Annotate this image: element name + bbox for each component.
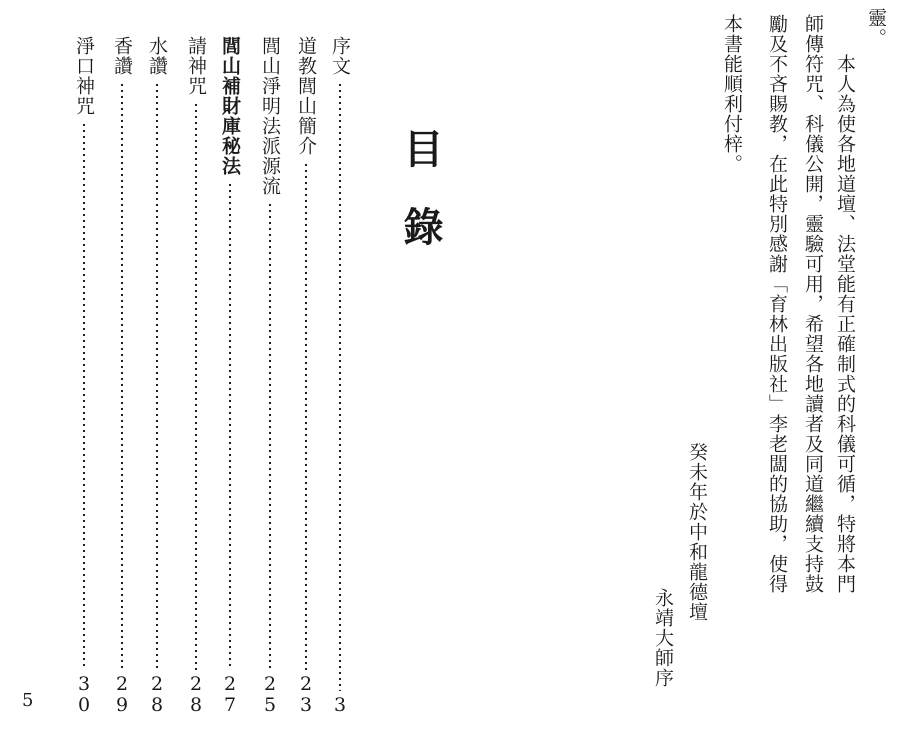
toc-entry-page: 25	[263, 673, 277, 716]
toc-leader-dots	[338, 82, 342, 691]
toc-entry-title: 道教閭山簡介	[295, 36, 317, 156]
preface-column-2: 本人為使各地道壇、法堂能有正確制式的科儀可循，特將本門	[834, 34, 856, 594]
toc-entry[interactable]	[72, 36, 96, 716]
toc-entry-title: 水讚	[146, 36, 168, 76]
toc-entry[interactable]	[328, 36, 352, 716]
toc-entry-title: 序文	[329, 36, 351, 76]
toc-leader-dots	[304, 162, 308, 670]
toc-entry[interactable]	[110, 36, 134, 716]
toc-leader-dots	[155, 82, 159, 670]
preface-signature-date: 癸未年於中和龍德壇	[686, 442, 708, 622]
preface-column-4: 勵及不吝賜教，在此特別感謝「育林出版社」李老闆的協助，使得	[766, 14, 788, 594]
toc-leader-dots	[268, 202, 272, 670]
preface-column-1: 靈。	[865, 8, 887, 48]
page-number: 5	[22, 690, 34, 711]
toc-entry[interactable]	[258, 36, 282, 716]
toc-entry[interactable]	[145, 36, 169, 716]
preface-column-5: 本書能順利付梓。	[721, 14, 743, 174]
toc-entry-title: 閭山補財庫秘法	[219, 36, 241, 176]
preface-column-3: 師傳符咒、科儀公開，靈驗可用，希望各地讀者及同道繼續支持鼓	[802, 14, 824, 594]
toc-entry-page: 27	[223, 673, 237, 716]
toc-entry-page: 28	[150, 673, 164, 716]
toc-leader-dots	[228, 182, 232, 670]
toc-entry-page: 29	[115, 673, 129, 716]
toc-entry-page: 28	[189, 673, 203, 716]
toc-entry[interactable]	[218, 36, 242, 716]
toc-leader-dots	[194, 102, 198, 670]
toc-entry-page: 23	[299, 673, 313, 716]
toc-entry-title: 香讚	[111, 36, 133, 76]
page-gutter	[447, 0, 448, 730]
toc-entry-title: 請神咒	[185, 36, 207, 96]
toc-entry[interactable]	[184, 36, 208, 716]
toc-leader-dots	[82, 122, 86, 670]
toc-entry-title: 閭山淨明法派源流	[259, 36, 281, 196]
toc-entry[interactable]	[294, 36, 318, 716]
toc-leader-dots	[120, 82, 124, 670]
toc-entry-page: 3	[333, 694, 347, 716]
preface-signature-name: 永靖大師序	[652, 588, 674, 688]
toc-entry-page: 30	[77, 673, 91, 716]
toc-entry-title: 淨口神咒	[73, 36, 95, 116]
toc-heading: 目錄	[397, 128, 443, 284]
